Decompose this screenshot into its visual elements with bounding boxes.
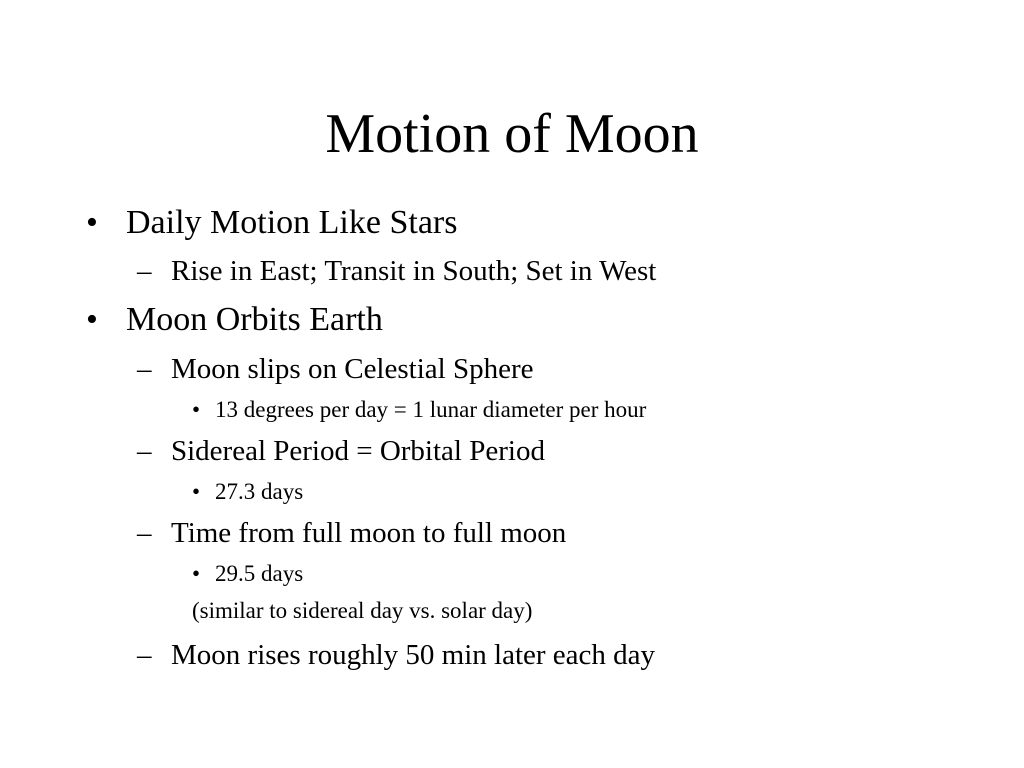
small-bullet-marker: • bbox=[192, 479, 201, 504]
small-bullet-marker: • bbox=[192, 397, 201, 422]
dash-marker: – bbox=[137, 353, 152, 385]
sub-sub-bullet-text: 29.5 days bbox=[215, 561, 304, 586]
dash-marker: – bbox=[137, 639, 152, 671]
small-bullet-marker: • bbox=[192, 561, 201, 586]
sub-sub-bullet-text: 27.3 days bbox=[215, 479, 304, 504]
dash-marker: – bbox=[137, 255, 152, 287]
slide-title: Motion of Moon bbox=[325, 103, 699, 165]
bullet-text: Moon Orbits Earth bbox=[126, 301, 383, 338]
sub-bullet-text: Moon slips on Celestial Sphere bbox=[171, 353, 534, 385]
sub-bullet-text: Rise in East; Transit in South; Set in West bbox=[171, 255, 657, 287]
dash-marker: – bbox=[137, 435, 152, 467]
sub-bullet-text: Time from full moon to full moon bbox=[171, 517, 567, 549]
bullet-text: Daily Motion Like Stars bbox=[126, 204, 458, 241]
bullet-marker: • bbox=[86, 204, 98, 241]
sub-sub-bullet-text: (similar to sidereal day vs. solar day) bbox=[192, 598, 533, 623]
sub-bullet-text: Sidereal Period = Orbital Period bbox=[171, 435, 545, 467]
bullet-marker: • bbox=[86, 301, 98, 338]
sub-bullet-text: Moon rises roughly 50 min later each day bbox=[171, 639, 656, 671]
dash-marker: – bbox=[137, 517, 152, 549]
sub-sub-bullet-text: 13 degrees per day = 1 lunar diameter per hour bbox=[215, 397, 647, 422]
